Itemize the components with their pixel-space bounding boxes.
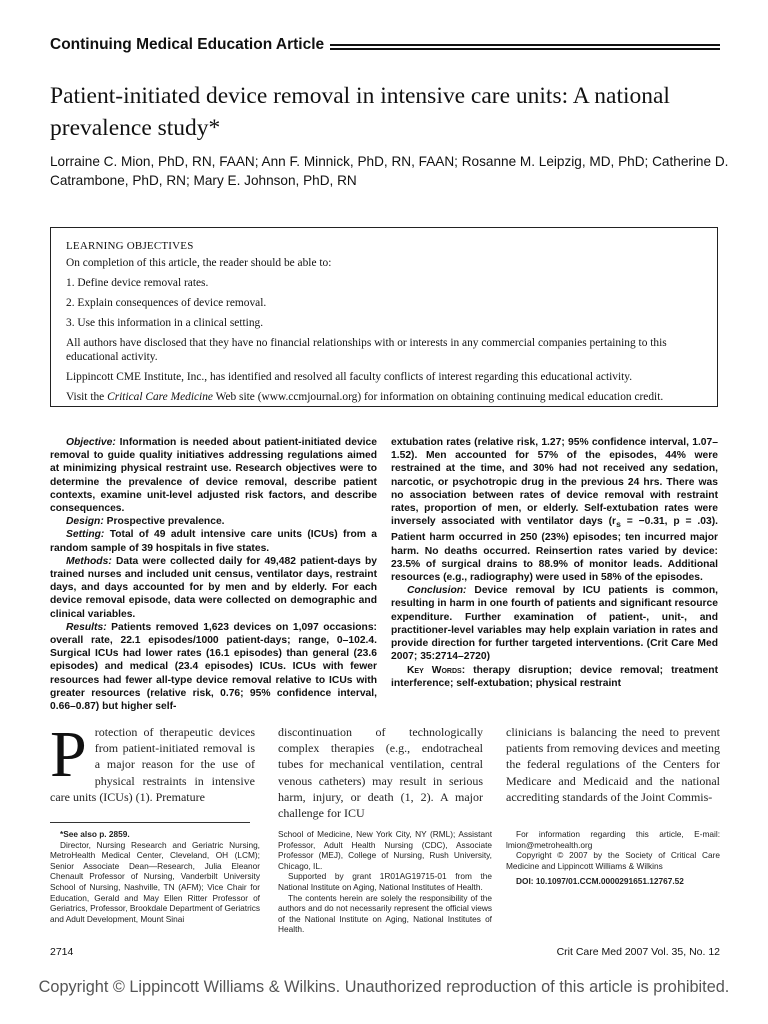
abstract-text: Information is needed about patient-initiated device removal to guide quality initiatives addressing regulations aimed at minimizing physical restraint use. Research objectives were to determine the prevalence of device removal, describe patient contexts, examine unit-level adjusted risk factors, and describe consequences. xyxy=(50,437,377,515)
body-column-2: discontinuation of technologically complex therapies (e.g., endotracheal tubes for mechanical ventilation, central venous catheters) may result in serious harm, injury, or death (1, 2). A major challenge for ICU xyxy=(278,725,483,821)
abstract-label: Setting: xyxy=(66,529,105,541)
objectives-intro: On completion of this article, the reader should be able to: xyxy=(66,257,332,269)
objectives-heading: LEARNING OBJECTIVES xyxy=(66,240,194,252)
cme-credit-statement xyxy=(66,390,703,404)
disclosure-statement: All authors have disclosed that they have no financial relationships with or interests in any commercial companies pertaining to this educational activity. xyxy=(66,337,667,363)
doi-note: DOI: 10.1097/01.CCM.0000291651.12767.52 xyxy=(516,876,684,887)
objective-item: 1. Define device removal rates. xyxy=(66,277,209,289)
objective-item: 3. Use this information in a clinical setting. xyxy=(66,317,264,329)
body-column-3: clinicians is balancing the need to prevent patients from removing devices and meeting the federal regulations of the Centers for Medicare and Medicaid and the national accrediting standards of the Joint Commis- xyxy=(506,725,720,804)
visit-text: Visit the xyxy=(66,391,108,403)
see-also-note: *See also p. 2859. xyxy=(60,829,130,839)
copyright-note: Copyright © 2007 by the Society of Critical Care Medicine and Lippincott Williams & Wilkins xyxy=(506,850,720,871)
abstract-right-column xyxy=(391,436,718,690)
article-type-label: Continuing Medical Education Article xyxy=(50,36,325,53)
author-affiliations-continued: School of Medicine, New York City, NY (RML); Assistant Professor, Adult Health Nursing (CDC), Associate Professor (MEJ), College of Nursing, Rush University, Chicago, IL. xyxy=(278,829,492,871)
abstract-label: Conclusion: xyxy=(407,585,467,597)
journal-name: Critical Care Medicine xyxy=(107,391,213,403)
grant-note: Supported by grant 1R01AG19715-01 from the National Institute on Aging, National Institutes of Health. xyxy=(278,871,492,892)
abstract-methods xyxy=(50,555,377,621)
visit-text-end: Web site (www.ccmjournal.org) for information on obtaining continuing medical education credit. xyxy=(212,391,664,403)
copyright-watermark: Copyright © Lippincott Williams & Wilkins. Unauthorized reproduction of this article is prohibited. xyxy=(38,978,730,996)
page-number: 2714 xyxy=(50,946,74,958)
responsibility-note: The contents herein are solely the responsibility of the authors and do not necessarily represent the official views of the National Institute on Aging, National Institutes of Health. xyxy=(278,892,492,935)
footnotes-column-3 xyxy=(506,829,720,887)
footnotes-column-1 xyxy=(50,829,260,924)
abstract-conclusion xyxy=(391,584,718,663)
subscript: s xyxy=(616,519,621,530)
institute-statement: Lippincott CME Institute, Inc., has identified and resolved all faculty conflicts of interest regarding this educational activity. xyxy=(66,371,633,383)
abstract-text: Data were collected daily for 49,482 patient-days by trained nurses and included unit census, ventilator days, restraint days, and days accounted for by men and by elderly. For each device removal episode, data were collected on demographic and clinical variables. xyxy=(50,555,377,620)
abstract-label: Design: xyxy=(66,516,104,528)
article-type-header xyxy=(50,34,720,56)
article-title: Patient-initiated device removal in intensive care units: A national prevalence study* xyxy=(50,83,670,141)
body-text: rotection of therapeutic devices from patient-initiated removal is a major reason for the use of physical restraints in intensive care units (ICUs) (1). Premature xyxy=(50,725,255,804)
abstract-label: Objective: xyxy=(66,437,116,448)
header-rule xyxy=(330,44,720,50)
abstract-keywords xyxy=(391,664,718,690)
abstract-text: extubation rates (relative risk, 1.27; 95% confidence interval, 1.07–1.52). Men accounted for 57% of the episodes, 44% were restrained at the time, and 30% had not received any sedation, narcotic, or psychotropic drug in the previous 24 hrs. There was no association between rates of device removal with restraint rates, proportion of men, or elderly. Self-extubation rates were inversely associated with ventilator days (r xyxy=(391,437,718,528)
abstract-results-continued xyxy=(391,436,718,584)
abstract-design xyxy=(50,515,377,528)
abstract-text: Device removal by ICU patients is common, resulting in harm in one fourth of patients and significant resource expenditure. Further examination of patient-, unit-, and practitioner-level variables may help explain variation in rates and provide direction for further targeted interventions. (Crit Care Med 2007; 35:2714–2720) xyxy=(391,585,718,663)
abstract-objective xyxy=(50,436,377,515)
abstract-left-column xyxy=(50,436,377,713)
footnote-rule xyxy=(50,822,250,823)
abstract-text: Total of 49 adult intensive care units (ICUs) from a random sample of 39 hospitals in five states. xyxy=(50,529,377,554)
learning-objectives-box xyxy=(50,227,718,407)
abstract-results xyxy=(50,621,377,713)
keywords-label: Key Words xyxy=(407,664,462,676)
abstract-setting xyxy=(50,528,377,554)
footnotes-column-2 xyxy=(278,829,492,935)
abstract-text: Prospective prevalence. xyxy=(103,516,225,528)
author-list: Lorraine C. Mion, PhD, RN, FAAN; Ann F. Minnick, PhD, RN, FAAN; Rosanne M. Leipzig, MD, PhD; Catherine D. Catrambone, PhD, RN; Mary E. Johnson, PhD, RN xyxy=(50,154,729,188)
body-column-1 xyxy=(50,718,255,805)
abstract-text: Patients removed 1,623 devices on 1,097 occasions: overall rate, 22.1 episodes/1000 patient-days; range, 0–102.4. Surgical ICUs had lower rates (16.1 episodes) than general (23.6 episodes) and medical (23.4 episodes) ICUs. ICUs with fewer resources had fewer all-type device removal relative to ICUs with greater resources (relative risk, 0.76; 95% confidence interval, 0.66–0.87) but higher self- xyxy=(50,621,377,713)
objective-item: 2. Explain consequences of device removal. xyxy=(66,297,267,309)
keywords-text: : therapy disruption; device removal; treatment interference; self-extubation; physical restraint xyxy=(391,664,718,689)
abstract-label: Results: xyxy=(66,621,107,633)
contact-note: For information regarding this article, E-mail: lmion@metrohealth.org xyxy=(506,829,720,850)
abstract-text: = −0.31, p = .03). Patient harm occurred in 250 (23%) episodes; ten incurred major harm. No deaths occurred. Reinsertion rates varied by device: 23.5% of surgical drains to 88.9% of monitor leads. Additional resources (e.g., radiography) were used in 58% of the episodes. xyxy=(391,516,719,584)
abstract-label: Methods: xyxy=(66,555,112,567)
drop-cap: P xyxy=(50,718,87,791)
author-affiliations: Director, Nursing Research and Geriatric Nursing, MetroHealth Medical Center, Cleveland, OH (LCM); Senior Associate Dean—Research, Julia Eleanor Chenault Professor of Nursing, Vanderbilt University School of Nursing, Nashville, TN (AFM); Vice Chair for Education, Gerald and May Ellen Ritter Professor of Geriatrics, Professor, Brookdale Department of Geriatrics and Adult Development, Mount Sinai xyxy=(50,839,260,924)
journal-reference: Crit Care Med 2007 Vol. 35, No. 12 xyxy=(556,946,720,958)
